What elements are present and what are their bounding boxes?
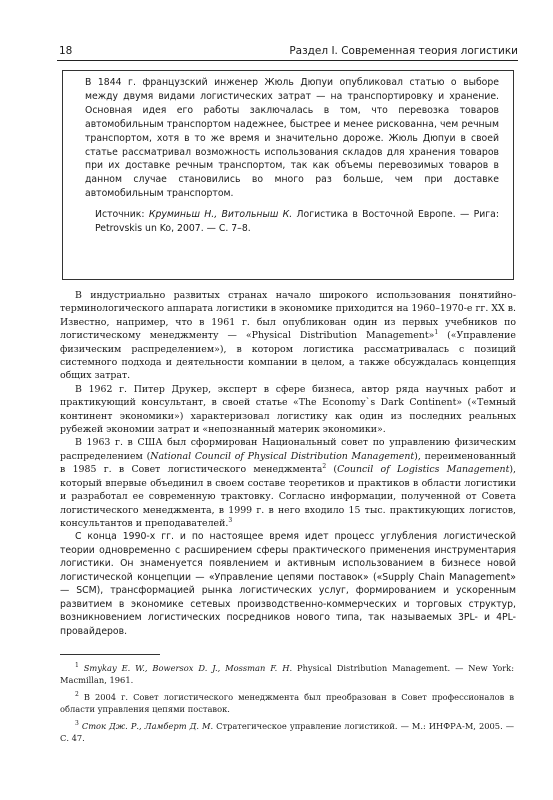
footnote-2 — [60, 691, 514, 715]
footnote-mark: 1 — [75, 662, 79, 669]
footnote-ref-3[interactable]: 3 — [228, 516, 233, 524]
sidebar-box — [62, 70, 514, 280]
paragraph-3 — [60, 436, 516, 530]
paragraph-1-text: В индустриально развитых странах начало широкого использования понятийно-терминологического аппарата логистики в экономике приходится на 1960–1970-е гг. ХХ в. Известно, например, что в 1961 г. был опубликован один из первых учебников по логистическому менеджменту — «Physical Distribution Management» — [60, 290, 516, 342]
source-reference: Логистика в Восточной Европе. — Рига: Petrovskis un Ko, 2007. — С. 7–8. — [95, 209, 499, 235]
footnote-1 — [60, 662, 514, 686]
ncpdm-name: National Council of Physical Distribution Management — [150, 450, 415, 462]
paragraph-3-text: В 1963 г. в США был сформирован Национальный совет по управлению физическим распределением ( — [60, 437, 516, 462]
footnote-mark: 3 — [75, 720, 79, 727]
source-authors: Круминьш Н., Витольныш К. — [148, 209, 293, 221]
source-label: Источник: — [95, 209, 145, 221]
main-text — [60, 289, 516, 638]
running-header — [57, 44, 518, 61]
box-text: В 1844 г. французский инженер Жюль Дюпуи опубликовал статью о выборе между двумя видами логистических затрат — на транспортировку и хранение. Основная идея его работы заключалась в том, что перевозка товаров автомобильным транспортом надежнее, быстрее и менее рискованна, чем речным транспортом, хотя в то же время и значительно дороже. Жюль Дюпуи в своей статье рассматривал возможность использования складов для хранения товаров при их доставке речным транспортом, так как объемы перевозимых товаров в данном случае становились во много раз больше, чем при доставке автомобильным транспортом. — [85, 77, 499, 200]
clm-name: Council of Logistics Management — [337, 464, 510, 476]
paragraph-3-text-b: ), переименованный в 1985 г. в Совет логистического менеджмента — [60, 450, 516, 476]
paragraph-3-text-d: ), который впервые объединил в своем составе теоретиков и практиков в области логистики и разработал ее современную трактовку. Согласно информации, полученной от Совета логистического менеджмента, в 1999 г. в него входило 15 тыс. практикующих логистов, консультантов и преподавателей. — [60, 464, 517, 529]
footnote-text: Стратегическое управление логистикой. — М.: ИНФРА-М, 2005. — С. 47. — [60, 721, 514, 743]
footnote-authors: Smykay E. W., Bowersox D. J., Mossman F. H. — [83, 663, 293, 673]
paragraph-4: С конца 1990-х гг. и по настоящее время идет процесс углубления логистической теории одновременно с расширением сферы практического применения инструментария логистики. Он знаменуется появлением и активным использованием в бизнесе новой логистической концепции — «Управление цепями поставок» («Supply Chain Management» — SCM), трансформацией рынка логистических услуг, формированием и ускоренным развитием в экономике сетевых производственно-коммерческих и торговых структур, возникновением логистических посредников нового типа, так называемых 3PL- и 4PL-провайдеров. — [60, 531, 516, 637]
footnotes — [60, 662, 514, 749]
footnote-authors: Сток Дж. Р., Ламберт Д. М. — [81, 721, 214, 731]
paragraph-2: В 1962 г. Питер Друкер, эксперт в сфере бизнеса, автор ряда научных работ и практикующий консультант, в своей статье «The Economy`s Dark Continent» («Темный континент экономики») характеризовал логистику как один из последних реальных рубежей экономии затрат и «непознанный материк экономики». — [60, 383, 516, 436]
box-source — [85, 208, 499, 236]
section-title: Раздел I. Современная теория логистики — [289, 45, 518, 57]
paragraph-1 — [60, 289, 516, 383]
footnote-3 — [60, 720, 514, 744]
footnote-ref-1[interactable]: 1 — [434, 329, 439, 337]
paragraph-1-text-cont: («Управление физическим распределением»), в котором логистика рассматривалась с позиций системного подхода и деятельности компании в целом, а также обсуждалась концепция общих затрат. — [60, 330, 516, 382]
paragraph-3-text-c: ( — [326, 464, 338, 476]
page-number: 18 — [59, 45, 73, 57]
footnote-text: Physical Distribution Management. — New York: Macmillan, 1961. — [60, 663, 514, 685]
footnote-text: В 2004 г. Совет логистического менеджмента был преобразован в Совет профессионалов в области управления цепями поставок. — [60, 692, 514, 714]
footnote-mark: 2 — [75, 691, 79, 698]
footnote-ref-2[interactable]: 2 — [322, 463, 327, 471]
footnote-separator — [60, 654, 160, 655]
